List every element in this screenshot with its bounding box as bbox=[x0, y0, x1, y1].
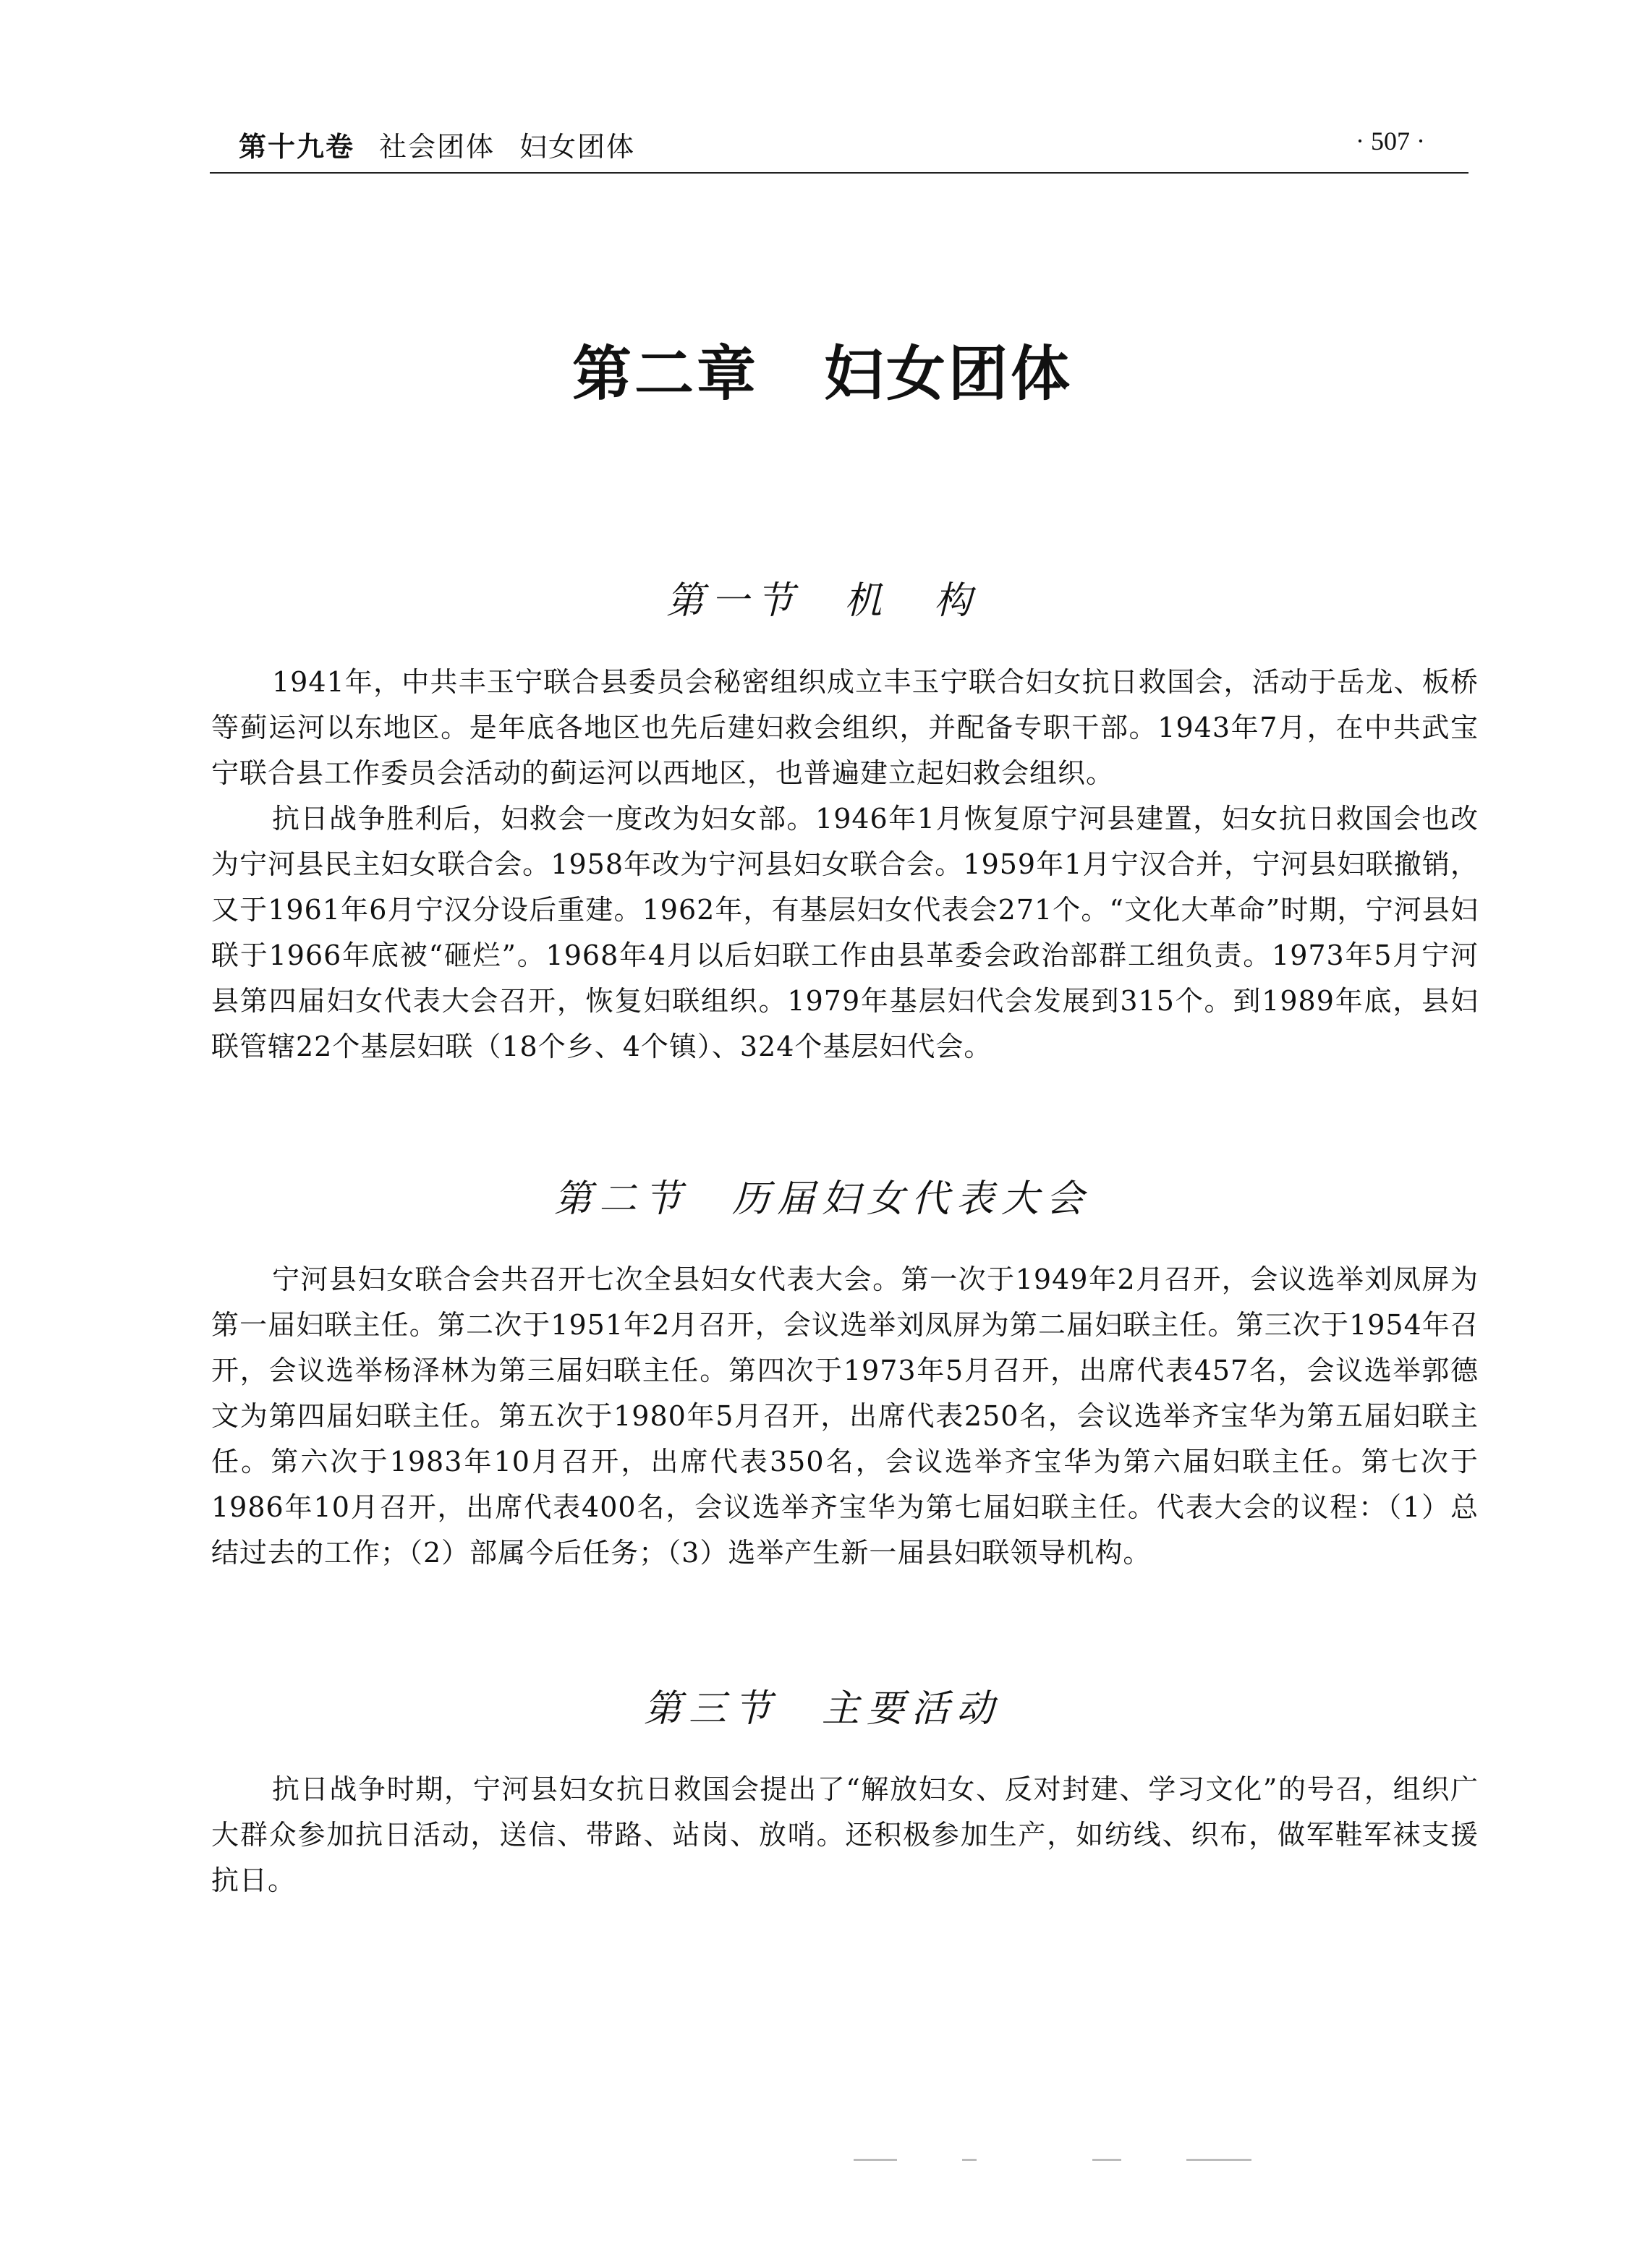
paragraph: 抗日战争时期，宁河县妇女抗日救国会提出了“解放妇女、反对封建、学习文化”的号召，组织广大群众参加抗日活动，送信、带路、站岗、放哨。还积极参加生产，如纺线、织布，做军鞋军袜支援抗日。 bbox=[211, 1773, 1479, 1896]
header-chapter: 妇女团体 bbox=[519, 131, 636, 163]
section-heading-1 bbox=[0, 570, 1645, 624]
section-number: 第一节 bbox=[666, 579, 801, 623]
section-heading-2 bbox=[0, 1168, 1645, 1222]
paragraph: 宁河县妇女联合会共召开七次全县妇女代表大会。第一次于1949年2月召开，会议选举刘凤屏为第一届妇联主任。第二次于1951年2月召开，会议选举刘凤屏为第二届妇联主任。第三次于1954年召开，会议选举杨泽林为第三届妇联主任。第四次于1973年5月召开，出席代表457名，会议选举郭德文为第四届妇联主任。第五次于1980年5月召开，出席代表250名，会议选举齐宝华为第五届妇联主任。第六次于1983年10月召开，出席代表350名，会议选举齐宝华为第六届妇联主任。第七次于1986年10月召开，出席代表400名，会议选举齐宝华为第七届妇联主任。代表大会的议程：（1）总结过去的工作；（2）部属今后任务；（3）选举产生新一届县妇联领导机构。 bbox=[211, 1263, 1479, 1569]
chapter-name: 妇女团体 bbox=[824, 340, 1074, 409]
header-volume: 第十九卷 bbox=[239, 131, 355, 163]
paragraph: 抗日战争胜利后，妇救会一度改为妇女部。1946年1月恢复原宁河县建置，妇女抗日救国会也改为宁河县民主妇女联合会。1958年改为宁河县妇女联合会。1959年1月宁汉合并，宁河县妇联撤销，又于1961年6月宁汉分设后重建。1962年，有基层妇女代表会271个。“文化大革命”时期，宁河县妇联于1966年底被“砸烂”。1968年4月以后妇联工作由县革委会政治部群工组负责。1973年5月宁河县第四届妇女代表大会召开，恢复妇联组织。1979年基层妇代会发展到315个。到1989年底，县妇联管辖22个基层妇联（18个乡、4个镇）、324个基层妇代会。 bbox=[211, 803, 1479, 1062]
chapter-number: 第二章 bbox=[571, 340, 759, 409]
header-breadcrumb bbox=[239, 124, 635, 164]
section-heading-3 bbox=[0, 1678, 1645, 1732]
page-number: · 507 · bbox=[1356, 127, 1425, 155]
chapter-title bbox=[0, 327, 1645, 412]
section-number: 第三节 bbox=[643, 1687, 778, 1731]
running-header bbox=[210, 124, 1468, 171]
header-divider bbox=[210, 172, 1468, 174]
paragraph: 1941年，中共丰玉宁联合县委员会秘密组织成立丰玉宁联合妇女抗日救国会，活动于岳龙、板桥等蓟运河以东地区。是年底各地区也先后建妇救会组织，并配备专职干部。1943年7月，在中共武宝宁联合县工作委员会活动的蓟运河以西地区，也普遍建立起妇救会组织。 bbox=[211, 666, 1479, 789]
section-title: 历届妇女代表大会 bbox=[732, 1177, 1092, 1221]
header-part: 社会团体 bbox=[379, 131, 496, 163]
section-number: 第二节 bbox=[553, 1177, 689, 1221]
scan-artifact bbox=[854, 2159, 1259, 2162]
section-title: 机 构 bbox=[844, 579, 979, 623]
section-title: 主要活动 bbox=[822, 1687, 1002, 1731]
